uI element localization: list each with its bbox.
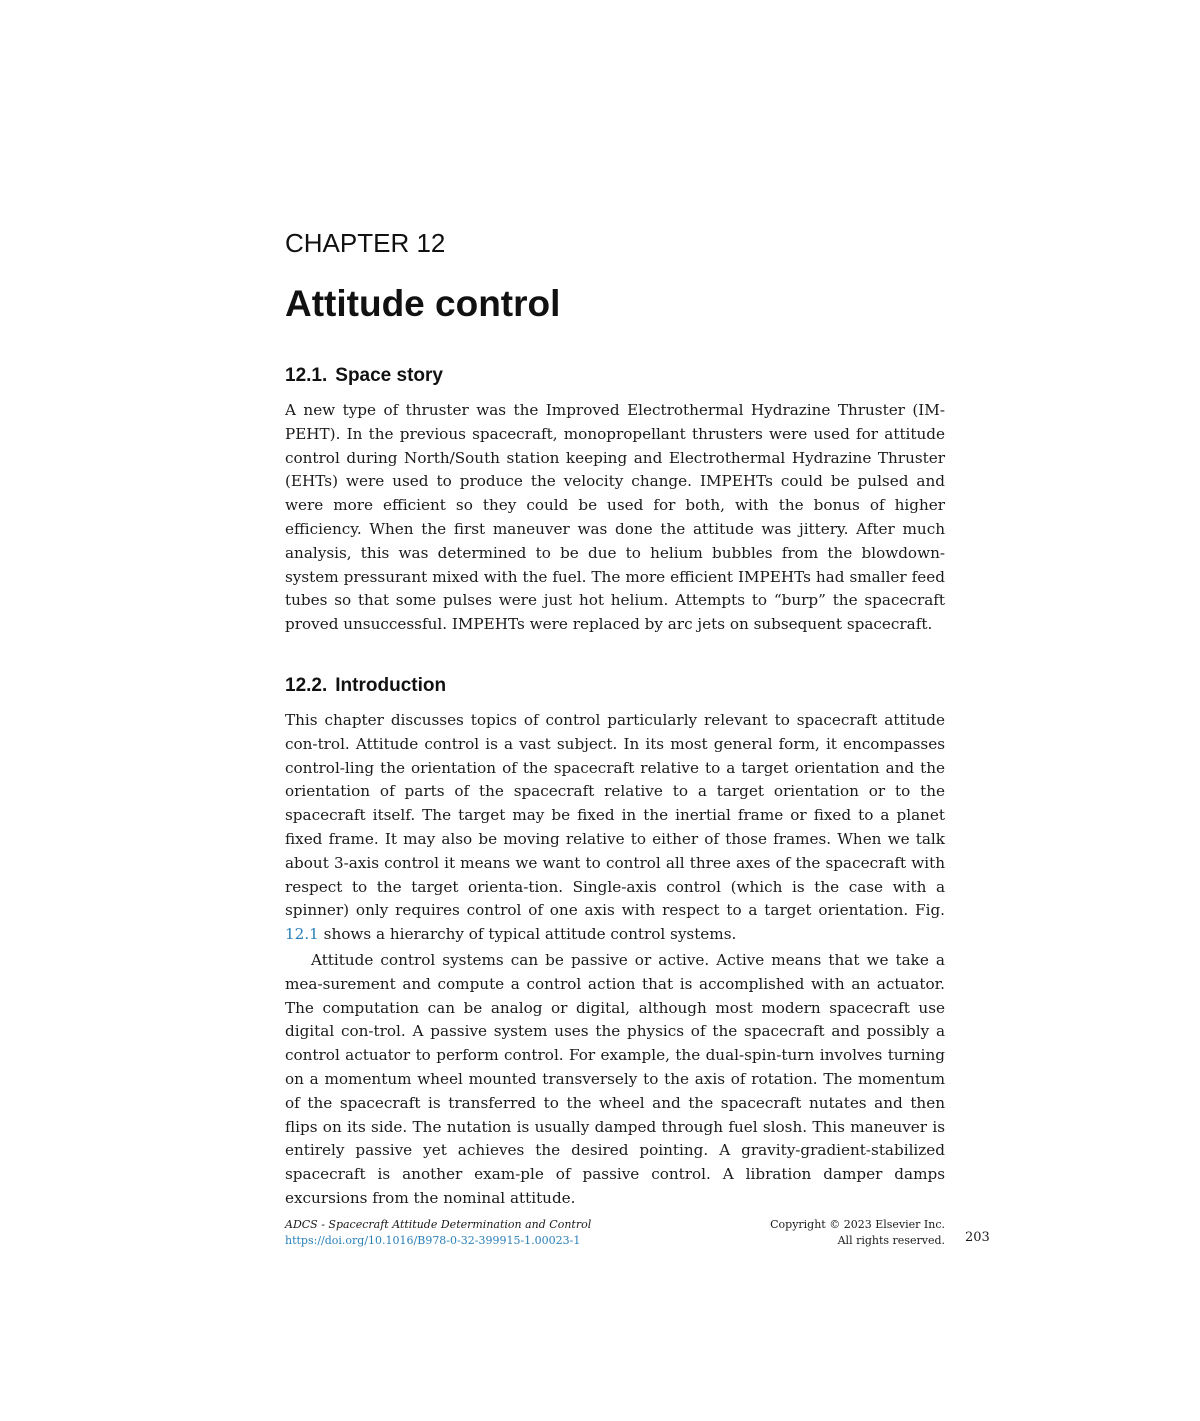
- page-number: 203: [965, 1230, 990, 1245]
- paragraph-text: shows a hierarchy of typical attitude control systems.: [318, 925, 737, 944]
- section-heading-space-story: [285, 365, 443, 387]
- section-heading-introduction: [285, 675, 446, 697]
- chapter-title: Attitude control: [285, 283, 561, 324]
- figure-link[interactable]: 12.1: [285, 925, 319, 944]
- book-title: ADCS - Spacecraft Attitude Determination and Control: [285, 1218, 592, 1231]
- paragraph-introduction-2: Attitude control systems can be passive or active. Active means that we take a mea-surement and compute a control action that is accomplished with an actuator. The computation can be analog or digital, although most modern spacecraft use digital con-trol. A passive system uses the physics of the spacecraft and possibly a control actuator to perform control. For example, the dual-spin-turn involves turning on a momentum wheel mounted transversely to the axis of rotation. The momentum of the spacecraft is transferred to the wheel and the spacecraft nutates and then flips on its side. The nutation is usually damped through fuel slosh. This maneuver is entirely passive yet achieves the desired pointing. A gravity-gradient-stabilized spacecraft is another exam-ple of passive control. A libration damper damps excursions from the nominal attitude.: [285, 951, 945, 1207]
- rights-text: All rights reserved.: [837, 1234, 945, 1247]
- section-title: Introduction: [335, 675, 447, 696]
- chapter-label: CHAPTER 12: [285, 228, 446, 258]
- paragraph-introduction-1: [285, 709, 945, 947]
- section-title: Space story: [335, 365, 443, 386]
- paragraph-text: This chapter discusses topics of control particularly relevant to spacecraft attitude con-trol. Attitude control is a vast subject. In its most general form, it encompasses control-ling the orientation of the spacecraft relative to a target orientation and the orientation of parts of the spacecraft relative to a target orientation or to the spacecraft itself. The target may be fixed in the inertial frame or fixed to a planet fixed frame. It may also be moving relative to either of those frames. When we talk about 3-axis control it means we want to control all three axes of the spacecraft with respect to the target orienta-tion. Single-axis control (which is the case with a spinner) only requires control of one axis with respect to a target orientation. Fig.: [285, 711, 945, 920]
- footer-copyright: [770, 1217, 945, 1249]
- section-number: 12.2.: [285, 675, 328, 696]
- copyright-text: Copyright © 2023 Elsevier Inc.: [770, 1218, 945, 1231]
- footer-citation: [285, 1217, 591, 1249]
- doi-link[interactable]: https://doi.org/10.1016/B978-0-32-399915-1.00023-1: [285, 1234, 581, 1247]
- section-number: 12.1.: [285, 365, 328, 386]
- paragraph-space-story: A new type of thruster was the Improved Electrothermal Hydrazine Thruster (IM-PEHT). In the previous spacecraft, monopropellant thrusters were used for attitude control during North/South station keeping and Electrothermal Hydrazine Thruster (EHTs) were used to produce the velocity change. IMPEHTs could be pulsed and were more efficient so they could be used for both, with the bonus of higher efficiency. When the first maneuver was done the attitude was jittery. After much analysis, this was determined to be due to helium bubbles from the blowdown-system pressurant mixed with the fuel. The more efficient IMPEHTs had smaller feed tubes so that some pulses were just hot helium. Attempts to “burp” the spacecraft proved unsuccessful. IMPEHTs were replaced by arc jets on subsequent spacecraft.: [285, 401, 945, 634]
